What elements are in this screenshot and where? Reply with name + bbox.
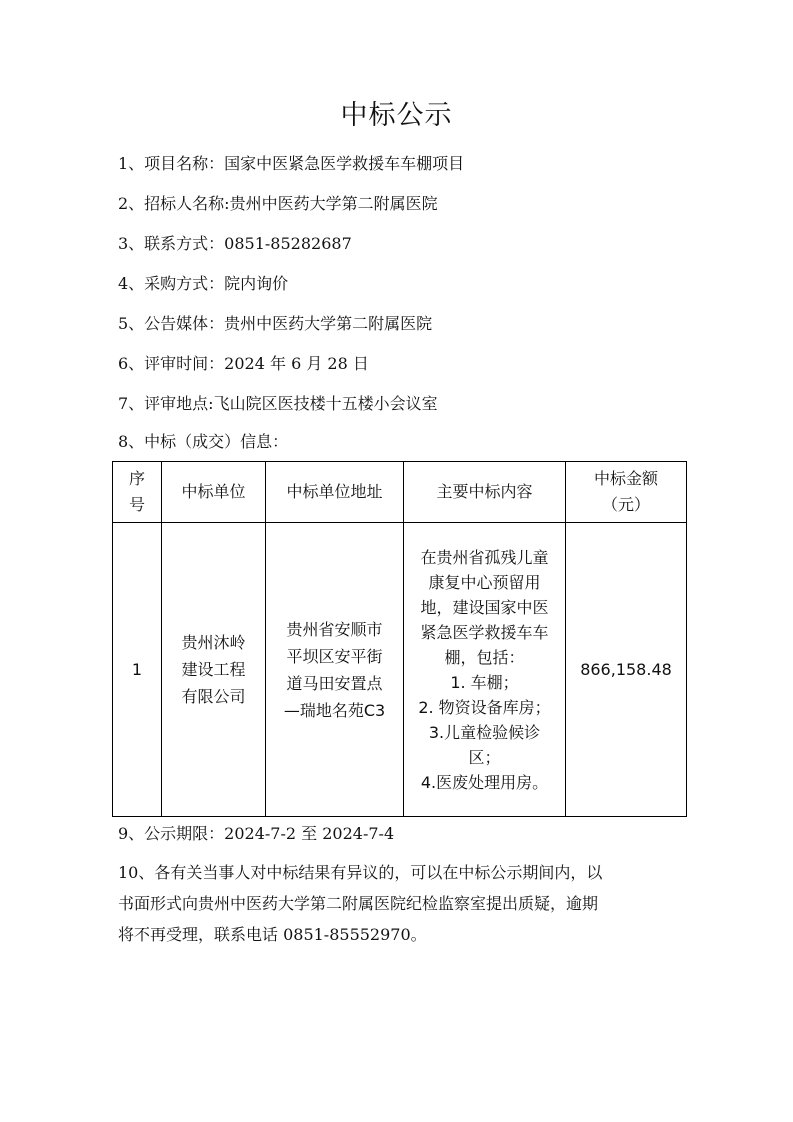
header-amount: 中标金额 （元） (566, 462, 687, 523)
objection-line-1: 10、各有关当事人对中标结果有异议的，可以在中标公示期间内，以 (118, 863, 603, 882)
header-address: 中标单位地址 (266, 462, 404, 523)
procurement-method-line: 4、采购方式：院内询价 (118, 274, 289, 293)
review-time-line: 6、评审时间：2024 年 6 月 28 日 (118, 354, 369, 373)
bid-amount: 866,158.48 (566, 523, 687, 817)
table-header-row (113, 462, 687, 523)
winning-company: 贵州沐岭 建设工程 有限公司 (162, 523, 266, 817)
project-name-line: 1、项目名称：国家中医紧急医学救援车车棚项目 (118, 154, 465, 173)
company-address: 贵州省安顺市 平坝区安平街 道马田安置点 —瑞地名苑C3 (266, 523, 404, 817)
row-no: 1 (113, 523, 162, 817)
page-title: 中标公示 (340, 100, 453, 131)
header-company: 中标单位 (162, 462, 266, 523)
contact-line: 3、联系方式：0851-85282687 (118, 234, 352, 253)
header-no: 序 号 (113, 462, 162, 523)
tenderer-line: 2、招标人名称:贵州中医药大学第二附属医院 (118, 194, 438, 213)
announcement-media-line: 5、公告媒体：贵州中医药大学第二附属医院 (118, 314, 433, 333)
bid-result-table (112, 461, 687, 817)
notice-period-line: 9、公示期限：2024-7-2 至 2024-7-4 (118, 824, 395, 843)
bid-content: 在贵州省孤残儿童 康复中心预留用 地，建设国家中医 紧急医学救援车车 棚，包括： 1. 车棚； 2. 物资设备库房； 3.儿童检验候诊 区； 4.医废处理用房。 (404, 523, 566, 817)
table-row (113, 523, 687, 817)
objection-line-2: 书面形式向贵州中医药大学第二附属医院纪检监察室提出质疑，逾期 (118, 894, 599, 913)
objection-line-3: 将不再受理，联系电话 0851-85552970。 (118, 925, 427, 944)
header-content: 主要中标内容 (404, 462, 566, 523)
bid-info-line: 8、中标（成交）信息： (118, 432, 289, 451)
review-place-line: 7、评审地点:飞山院区医技楼十五楼小会议室 (118, 394, 438, 413)
